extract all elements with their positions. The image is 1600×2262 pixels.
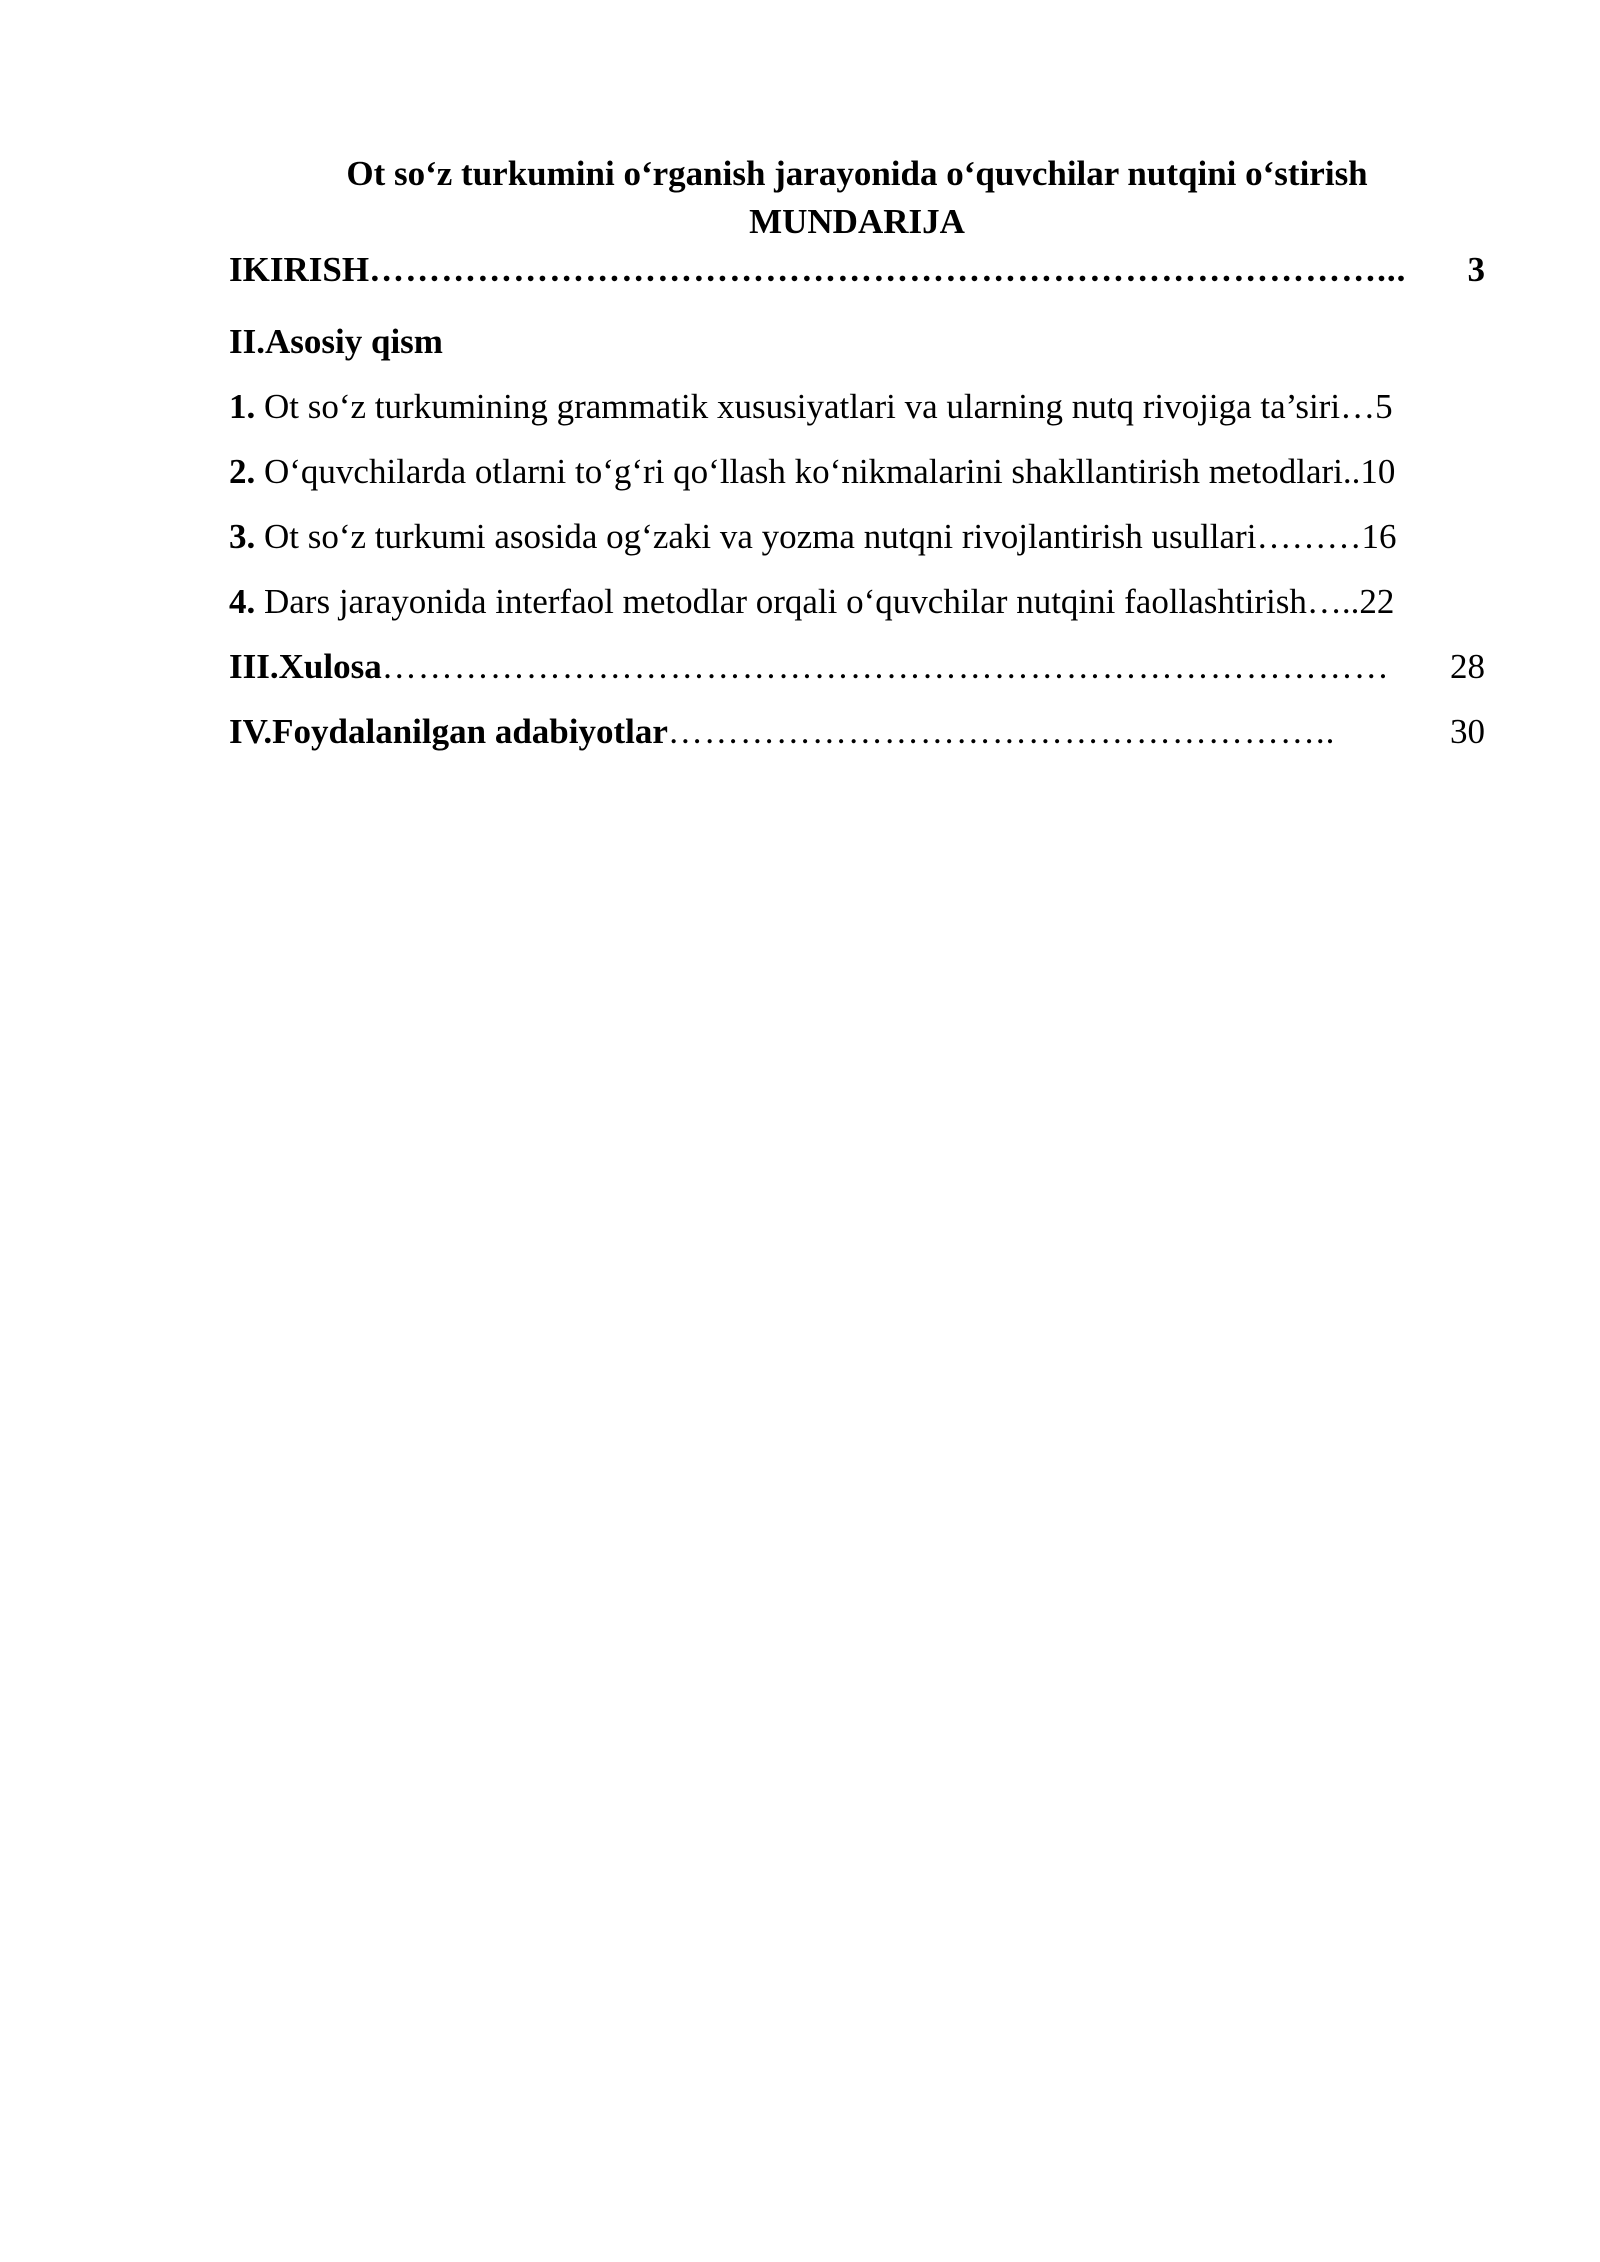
toc-entry-title [229,578,1307,626]
toc-entry-references [229,708,1485,773]
toc-entry-page: 10 [1360,452,1396,491]
toc-entry-text: Dars jarayonida interfaol metodlar orqali o‘quvchilar nutqini faollashtirish [255,582,1307,621]
toc-entry-leader: ………………………………………………………………………… [381,647,1390,686]
toc-entry-conclusion [229,643,1485,708]
toc-entry-title [229,383,1340,431]
toc-entry-page: 3 [1467,250,1485,289]
toc-entry-leader: ……………………………………………….. [667,712,1336,751]
page-content [229,150,1485,773]
toc-entry-leader: .. [1342,452,1361,491]
toc-entry-section-1 [229,383,1485,448]
toc-entry-text: Ot so‘z turkumi asosida og‘zaki va yozma nutqni rivojlantirish usullari [255,517,1257,556]
toc-entry-page: 16 [1361,517,1397,556]
document-title: Ot so‘z turkumini o‘rganish jarayonida o‘quvchilar nutqini o‘stirish [346,154,1368,193]
toc-entry-title: IKIRISH [229,250,370,289]
toc-entry-title: IV.Foydalanilgan adabiyotlar [229,712,668,751]
toc-entry-leader: …………………………………………………………………………... [369,250,1407,289]
toc-entry-text: O‘quvchilarda otlarni to‘g‘ri qo‘llash ko‘nikmalarini shakllantirish metodlari [255,452,1343,491]
toc-entry-main-part [229,318,1485,383]
toc-entry-number: 4. [229,582,256,621]
toc-entry-page: 28 [1450,647,1485,686]
toc-entry-title: II.Asosiy qism [229,322,443,361]
toc-entry-page: 30 [1450,712,1485,751]
toc-entry-text: Ot so‘z turkumining grammatik xususiyatlari va ularning nutq rivojiga ta’siri [255,387,1341,426]
toc-entry-leader: ….. [1306,582,1360,621]
toc-entry-section-3 [229,513,1485,578]
table-of-contents [229,246,1485,773]
toc-entry-leader: … [1340,387,1376,426]
toc-entry-title [229,448,1343,496]
toc-heading: MUNDARIJA [749,202,965,241]
toc-entry-title [229,513,1256,561]
toc-entry-number: 1. [229,387,256,426]
toc-entry-leader: ……… [1256,517,1362,556]
toc-entry-section-2 [229,448,1485,513]
toc-entry-number: 3. [229,517,256,556]
toc-entry-title: III.Xulosa [229,647,382,686]
toc-entry-page: 5 [1375,387,1393,426]
toc-entry-introduction [229,246,1485,318]
toc-entry-section-4 [229,578,1485,643]
toc-entry-page: 22 [1359,582,1395,621]
toc-entry-number: 2. [229,452,256,491]
